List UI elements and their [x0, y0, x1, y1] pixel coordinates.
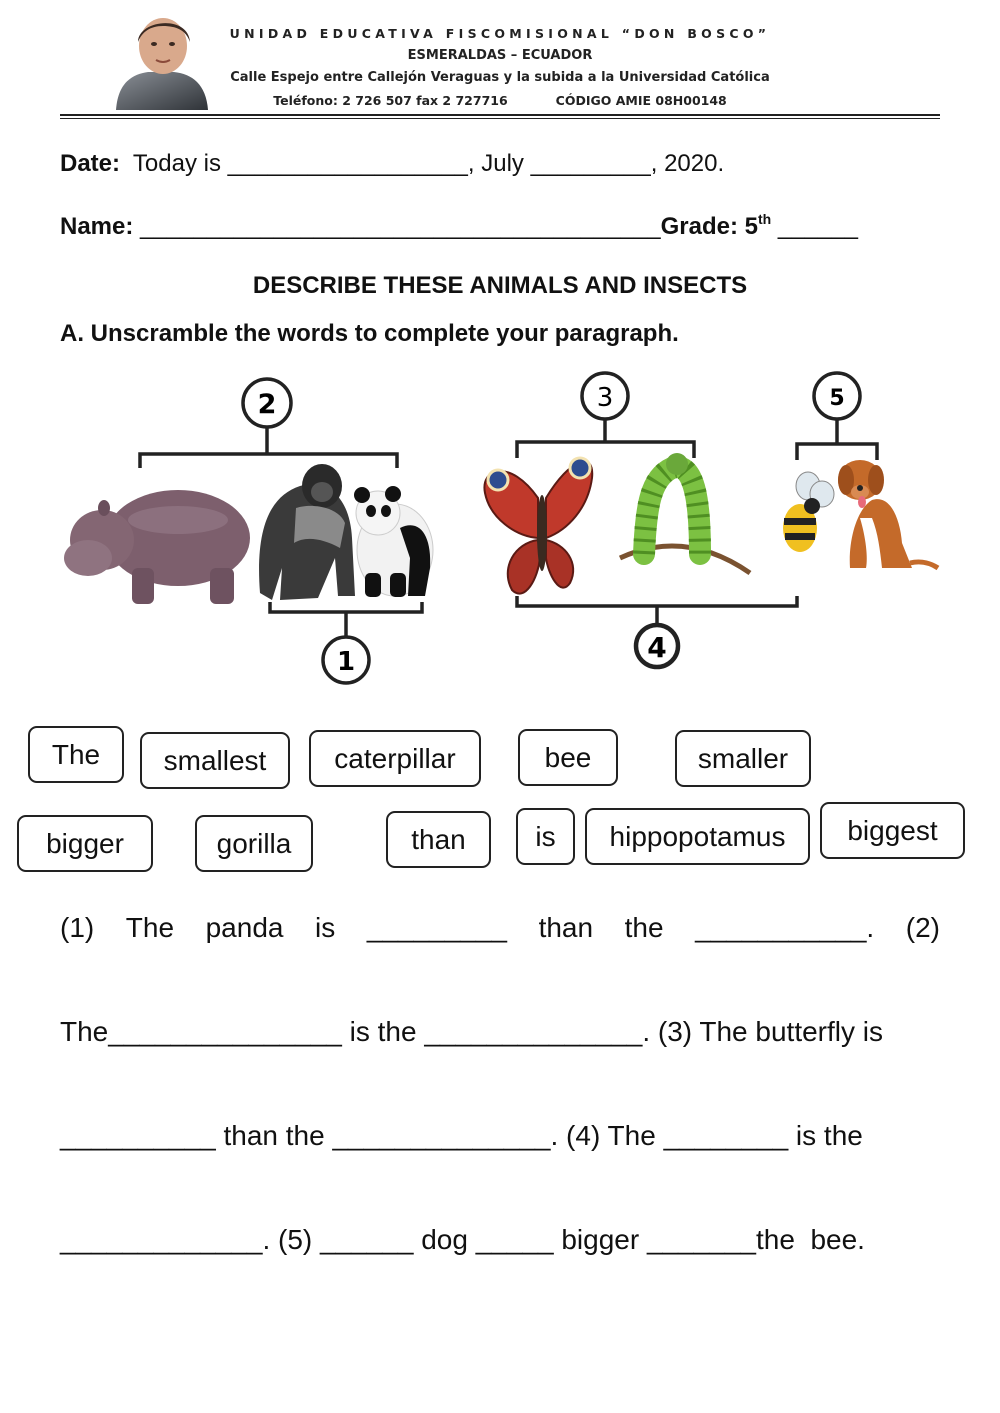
marker-2-label: 2	[257, 389, 277, 420]
bracket-4	[517, 596, 797, 624]
answer-blank[interactable]: ___________.	[695, 912, 875, 943]
school-phone: Teléfono: 2 726 507 fax 2 727716	[273, 93, 508, 108]
item-number: (1)	[60, 912, 95, 943]
date-line	[60, 150, 724, 178]
worksheet-title: DESCRIBE THESE ANIMALS AND INSECTS	[252, 272, 748, 299]
bee-icon	[783, 472, 834, 552]
header-divider-thin	[60, 118, 940, 119]
marker-4-label: 4	[647, 631, 667, 664]
paragraph-word: is	[315, 912, 336, 943]
date-label: Date:	[60, 150, 121, 177]
grade-sup: th	[757, 211, 772, 227]
month-text: , July	[467, 150, 531, 177]
grade-blank[interactable]: ______	[771, 213, 858, 240]
word-card-than[interactable]: than	[386, 811, 491, 868]
marker-3-label: 3	[596, 383, 614, 413]
name-label: Name:	[60, 213, 141, 240]
item-number: (2)	[905, 912, 940, 943]
paragraph-line-2[interactable]: The_______________ is the ______________. (3) The butterfly is	[60, 1016, 884, 1047]
gorilla-icon	[259, 464, 355, 600]
word-card-gorilla[interactable]: gorilla	[195, 815, 313, 872]
panda-icon	[354, 486, 433, 597]
name-blank[interactable]: _______________________________________	[140, 213, 661, 240]
butterfly-icon	[484, 458, 592, 594]
grade-label: Grade: 5	[660, 213, 758, 240]
word-card-smaller[interactable]: smaller	[675, 730, 811, 787]
answer-blank[interactable]: _________	[366, 912, 507, 943]
instruction: A. Unscramble the words to complete your paragraph.	[60, 320, 679, 347]
bracket-2	[140, 426, 397, 468]
day-blank[interactable]: __________________	[227, 150, 468, 177]
word-card-bee[interactable]: bee	[518, 729, 618, 786]
animals-figure	[60, 368, 960, 688]
word-card-smallest[interactable]: smallest	[140, 732, 290, 789]
paragraph-line-3[interactable]: __________ than the ______________. (4) The ________ is the	[60, 1120, 863, 1151]
dog-icon	[838, 460, 938, 568]
founder-portrait	[108, 12, 214, 110]
school-city: ESMERALDAS – ECUADOR	[407, 48, 593, 63]
date-blank[interactable]: _________	[530, 150, 651, 177]
school-contact	[215, 93, 785, 108]
school-code: CÓDIGO AMIE 08H00148	[555, 93, 727, 108]
header-divider	[60, 114, 940, 116]
marker-5-label: 5	[829, 386, 845, 411]
date-text: Today is	[120, 150, 228, 177]
paragraph-word: the	[624, 912, 664, 943]
marker-1-label: 1	[336, 647, 356, 677]
school-name: UNIDAD EDUCATIVA FISCOMISIONAL “DON BOSCO”	[229, 26, 771, 41]
bracket-5	[797, 418, 877, 460]
word-card-caterpillar[interactable]: caterpillar	[309, 730, 481, 787]
word-card-the[interactable]: The	[28, 726, 124, 783]
word-card-bigger[interactable]: bigger	[17, 815, 153, 872]
name-line	[60, 211, 858, 241]
word-card-is[interactable]: is	[516, 808, 575, 865]
paragraph-word: panda	[205, 912, 284, 943]
word-card-biggest[interactable]: biggest	[820, 802, 965, 859]
paragraph-line-1	[60, 912, 940, 944]
school-address: Calle Espejo entre Callejón Veraguas y la subida a la Universidad Católica	[230, 70, 770, 85]
hippopotamus-icon	[64, 490, 250, 604]
bracket-3	[517, 418, 694, 458]
caterpillar-icon	[620, 453, 750, 573]
year-text: , 2020.	[650, 150, 725, 177]
paragraph-line-4[interactable]: _____________. (5) ______ dog _____ bigger _______the bee.	[60, 1224, 865, 1255]
word-card-hippopotamus[interactable]: hippopotamus	[585, 808, 810, 865]
paragraph-word: than	[538, 912, 594, 943]
paragraph-word: The	[125, 912, 175, 943]
bracket-1	[270, 602, 422, 636]
